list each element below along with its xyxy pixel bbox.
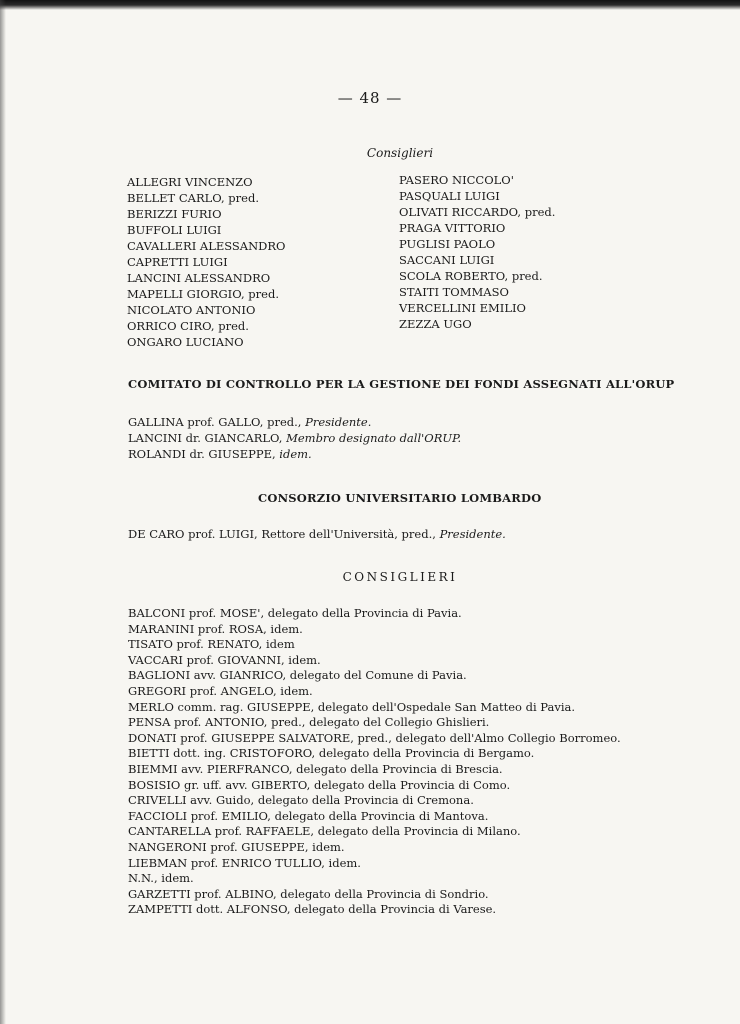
list-item: MAPELLI GIORGIO, pred. bbox=[127, 287, 279, 301]
list-item: BELLET CARLO, pred. bbox=[127, 191, 259, 205]
list-item: PRAGA VITTORIO bbox=[399, 221, 506, 235]
list-item: ZEZZA UGO bbox=[399, 317, 472, 331]
list-item: CAPRETTI LUIGI bbox=[127, 255, 228, 269]
member-role: Membro designato dall'ORUP. bbox=[286, 431, 462, 445]
list-item: CRIVELLI avv. Guido, delegato della Provincia di Cremona. bbox=[128, 793, 474, 808]
consorzio-heading: CONSORZIO UNIVERSITARIO LOMBARDO bbox=[258, 491, 542, 505]
list-item: SCOLA ROBERTO, pred. bbox=[399, 269, 543, 283]
page-number: — 48 — bbox=[337, 89, 403, 107]
list-item: GREGORI prof. ANGELO, idem. bbox=[128, 683, 313, 698]
list-item: BERIZZI FURIO bbox=[127, 207, 222, 221]
consorzio-presidente bbox=[128, 526, 506, 542]
list-item: BOSISIO gr. uff. avv. GIBERTO, delegato della Provincia di Como. bbox=[128, 777, 511, 792]
list-item: LANCINI ALESSANDRO bbox=[127, 271, 271, 285]
comitato-member bbox=[128, 414, 461, 430]
comitato-heading: COMITATO DI CONTROLLO PER LA GESTIONE DEI FONDI ASSEGNATI ALL'ORUP bbox=[128, 377, 675, 391]
list-item: DONATI prof. GIUSEPPE SALVATORE, pred., delegato dell'Almo Collegio Borromeo. bbox=[128, 730, 621, 745]
member-name: LANCINI dr. GIANCARLO, bbox=[128, 431, 287, 445]
list-item: GARZETTI prof. ALBINO, delegato della Provincia di Sondrio. bbox=[128, 886, 489, 901]
list-item: PENSA prof. ANTONIO, pred., delegato del Collegio Ghislieri. bbox=[128, 715, 490, 730]
comitato-member bbox=[128, 446, 461, 462]
list-item: ALLEGRI VINCENZO bbox=[127, 175, 253, 189]
list-item: ZAMPETTI dott. ALFONSO, delegato della Provincia di Varese. bbox=[128, 902, 497, 917]
consiglieri-right-column bbox=[399, 172, 699, 332]
consorzio-consiglieri-heading: CONSIGLIERI bbox=[342, 570, 458, 584]
consiglieri-heading: Consiglieri bbox=[366, 146, 434, 160]
list-item: NANGERONI prof. GIUSEPPE, idem. bbox=[128, 839, 345, 854]
list-item: MARANINI prof. ROSA, idem. bbox=[128, 621, 303, 636]
member-role: Presidente. bbox=[305, 415, 372, 429]
member-name: ROLANDI dr. GIUSEPPE, bbox=[128, 447, 280, 461]
list-item: NICOLATO ANTONIO bbox=[127, 303, 256, 317]
comitato-member bbox=[128, 430, 461, 446]
list-item: ONGARO LUCIANO bbox=[127, 335, 244, 349]
list-item: N.N., idem. bbox=[128, 871, 194, 886]
list-item: ORRICO CIRO, pred. bbox=[127, 319, 249, 333]
presidente-role: Presidente. bbox=[439, 527, 506, 541]
member-name: GALLINA prof. GALLO, pred., bbox=[128, 415, 306, 429]
list-item: PUGLISI PAOLO bbox=[399, 237, 496, 251]
list-item: BUFFOLI LUIGI bbox=[127, 223, 222, 237]
list-item: LIEBMAN prof. ENRICO TULLIO, idem. bbox=[128, 855, 361, 870]
list-item: OLIVATI RICCARDO, pred. bbox=[399, 205, 556, 219]
scan-top-edge bbox=[0, 0, 740, 10]
list-item: BIEMMI avv. PIERFRANCO, delegato della Provincia di Brescia. bbox=[128, 761, 503, 776]
list-item: CAVALLERI ALESSANDRO bbox=[127, 239, 286, 253]
list-item: SACCANI LUIGI bbox=[399, 253, 495, 267]
list-item: VACCARI prof. GIOVANNI, idem. bbox=[128, 652, 321, 667]
list-item: MERLO comm. rag. GIUSEPPE, delegato dell'Ospedale San Matteo di Pavia. bbox=[128, 699, 576, 714]
list-item: FACCIOLI prof. EMILIO, delegato della Provincia di Mantova. bbox=[128, 808, 489, 823]
list-item: BIETTI dott. ing. CRISTOFORO, delegato della Provincia di Bergamo. bbox=[128, 746, 535, 761]
list-item: BAGLIONI avv. GIANRICO, delegato del Comune di Pavia. bbox=[128, 668, 467, 683]
list-item: TISATO prof. RENATO, idem bbox=[128, 637, 295, 652]
list-item: VERCELLINI EMILIO bbox=[399, 301, 526, 315]
list-item: STAITI TOMMASO bbox=[399, 285, 509, 299]
consorzio-consiglieri-list bbox=[128, 606, 621, 918]
list-item: PASERO NICCOLO' bbox=[399, 173, 514, 187]
comitato-members bbox=[128, 414, 461, 462]
list-item: CANTARELLA prof. RAFFAELE, delegato della Provincia di Milano. bbox=[128, 824, 521, 839]
member-role: idem. bbox=[279, 447, 312, 461]
list-item: PASQUALI LUIGI bbox=[399, 189, 500, 203]
list-item: BALCONI prof. MOSE', delegato della Provincia di Pavia. bbox=[128, 606, 462, 620]
presidente-name: DE CARO prof. LUIGI, Rettore dell'Università, pred., bbox=[128, 527, 440, 541]
consiglieri-left-column bbox=[127, 174, 387, 350]
